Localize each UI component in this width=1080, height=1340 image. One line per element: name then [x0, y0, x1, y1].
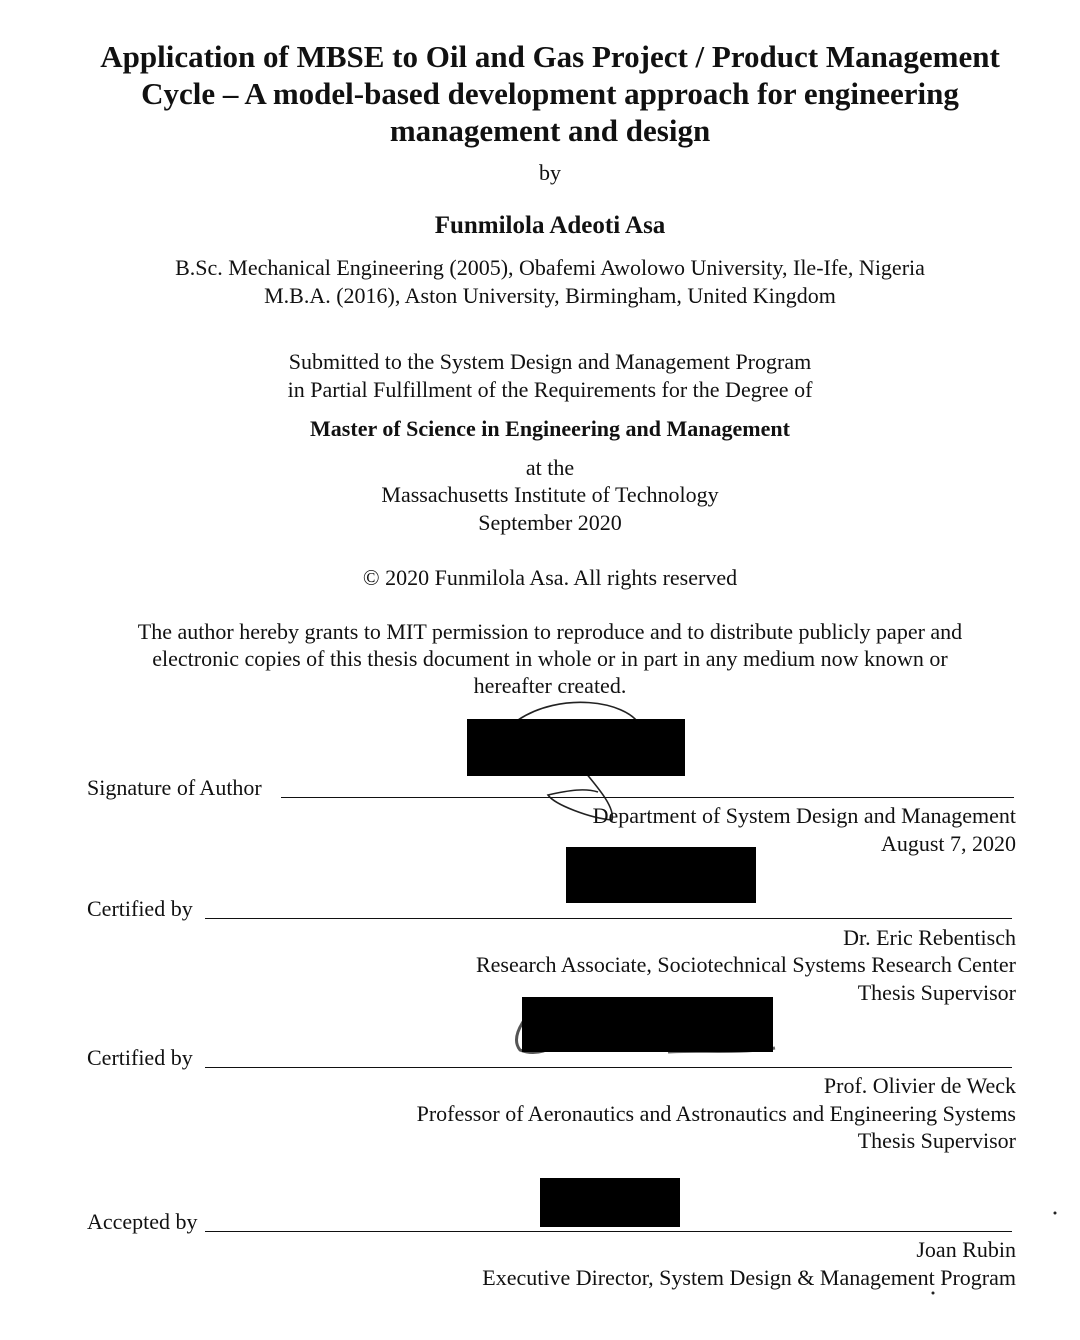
certifier-2-name: Prof. Olivier de Weck — [823, 1073, 1016, 1098]
certified-by-label-2: Certified by — [87, 1045, 193, 1070]
copyright-notice: © 2020 Funmilola Asa. All rights reserved — [362, 565, 738, 590]
acceptor-name: Joan Rubin — [916, 1237, 1016, 1262]
redacted-signature-certifier-1 — [566, 847, 756, 903]
certifier-1-name: Dr. Eric Rebentisch — [843, 925, 1016, 950]
title-line-1: Application of MBSE to Oil and Gas Project / Product Management — [100, 39, 1000, 74]
author-sign-date: August 7, 2020 — [880, 831, 1016, 856]
submission-line-2: in Partial Fulfillment of the Requirements for the Degree of — [287, 377, 813, 402]
redacted-signature-certifier-2 — [522, 997, 773, 1052]
submission-line-1: Submitted to the System Design and Management Program — [288, 349, 812, 374]
degree-name: Master of Science in Engineering and Management — [310, 416, 790, 441]
acceptor-title: Executive Director, System Design & Management Program — [482, 1265, 1016, 1290]
signature-author-line — [281, 797, 1014, 798]
at-the: at the — [525, 455, 575, 480]
title-line-3: management and design — [389, 113, 711, 148]
credential-mba: M.B.A. (2016), Aston University, Birmingham, United Kingdom — [264, 283, 836, 308]
by-label: by — [539, 160, 561, 185]
redacted-signature-author — [467, 719, 685, 776]
submission-date: September 2020 — [478, 510, 622, 535]
permission-line-2: electronic copies of this thesis document in whole or in part in any medium now known or — [152, 646, 948, 671]
certifier-1-role: Thesis Supervisor — [857, 980, 1016, 1005]
accepted-line — [205, 1231, 1012, 1232]
accepted-by-label: Accepted by — [87, 1209, 198, 1234]
title-line-2: Cycle – A model-based development approach for engineering — [141, 76, 959, 111]
certified-by-label-1: Certified by — [87, 896, 193, 921]
credential-bsc: B.Sc. Mechanical Engineering (2005), Obafemi Awolowo University, Ile-Ife, Nigeria — [175, 255, 925, 280]
certifier-2-role: Thesis Supervisor — [857, 1128, 1016, 1153]
certified-line-2 — [205, 1067, 1012, 1068]
redacted-signature-acceptor — [540, 1178, 680, 1227]
permission-line-1: The author hereby grants to MIT permission to reproduce and to distribute publicly paper and — [137, 619, 963, 644]
author-department: Department of System Design and Management — [592, 803, 1016, 828]
certifier-2-title: Professor of Aeronautics and Astronautics and Engineering Systems — [416, 1101, 1016, 1126]
permission-line-3: hereafter created. — [473, 673, 627, 698]
institute-name: Massachusetts Institute of Technology — [381, 482, 719, 507]
signature-author-label: Signature of Author — [87, 775, 262, 800]
author-name: Funmilola Adeoti Asa — [434, 212, 666, 239]
certifier-1-title: Research Associate, Sociotechnical Systems Research Center — [475, 952, 1016, 977]
certified-line-1 — [205, 918, 1012, 919]
